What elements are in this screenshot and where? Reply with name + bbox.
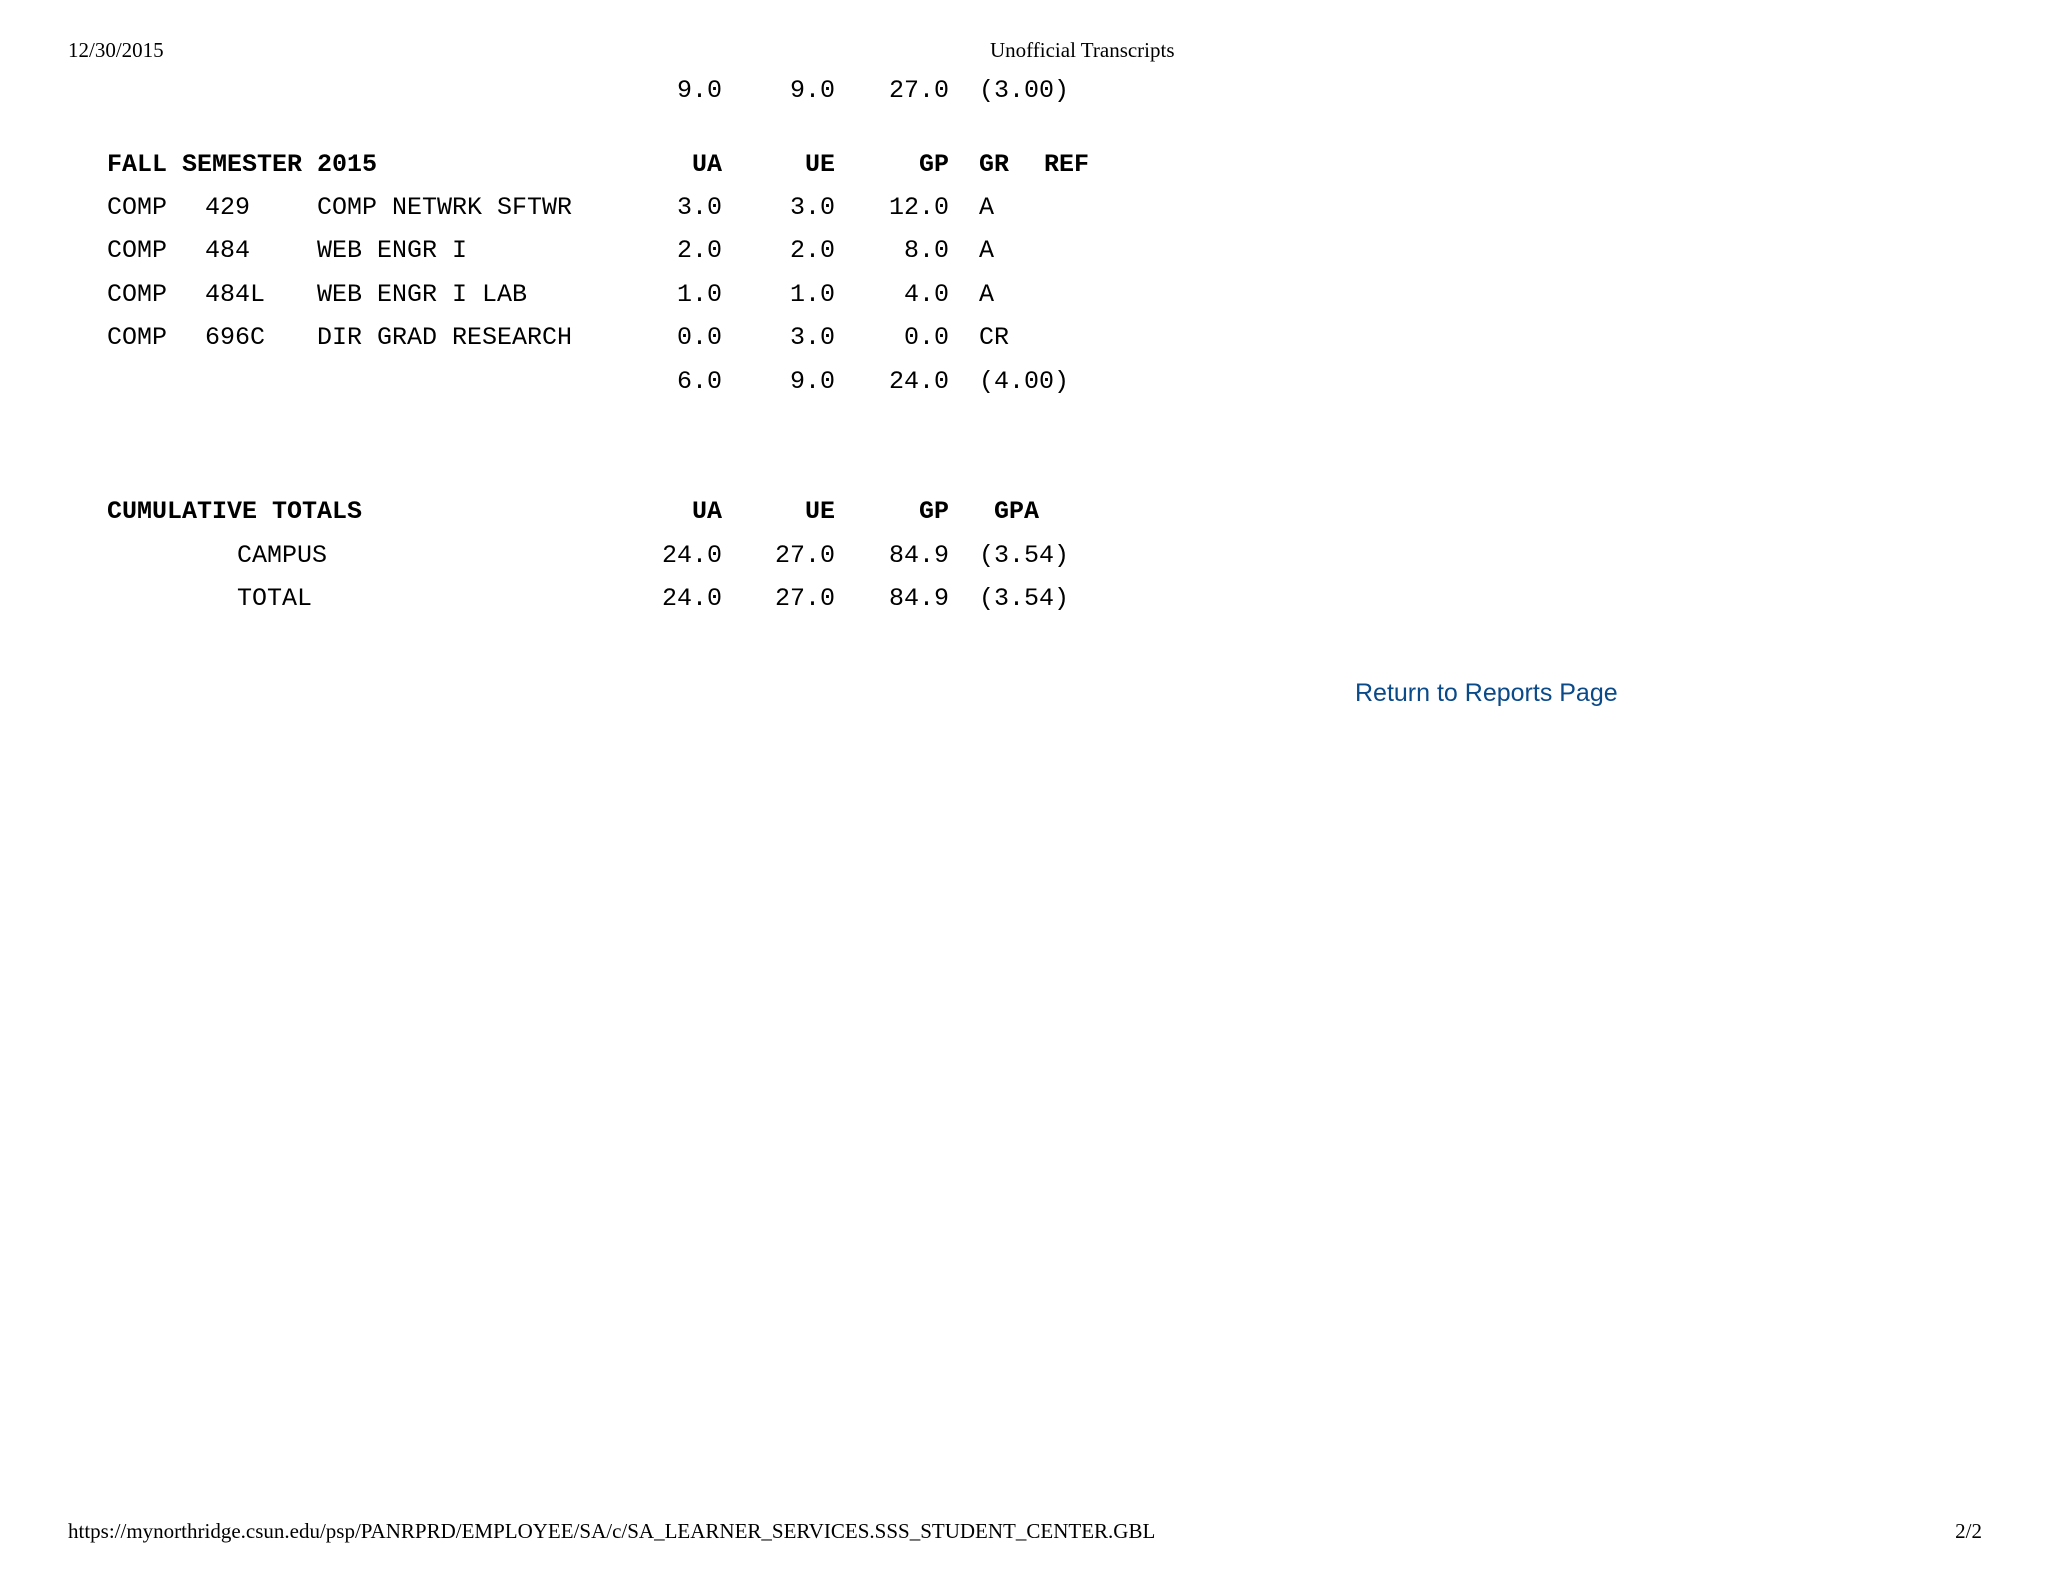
grade-points: 0.0: [903, 323, 949, 352]
semester-heading: FALL SEMESTER 2015: [107, 150, 378, 179]
units-attempted: 6.0: [676, 367, 722, 396]
course-number: 484: [205, 236, 251, 265]
units-attempted: 1.0: [676, 280, 722, 309]
grade: A: [979, 236, 995, 265]
units-earned: 2.0: [789, 236, 835, 265]
cumulative-heading: CUMULATIVE TOTALS: [107, 497, 363, 526]
column-header-gr: GR: [979, 150, 1010, 179]
page-title: Unofficial Transcripts: [990, 38, 1175, 62]
course-number: 429: [205, 193, 251, 222]
return-to-reports-link[interactable]: Return to Reports Page: [1355, 679, 1618, 707]
page-url: https://mynorthridge.csun.edu/psp/PANRPRD/EMPLOYEE/SA/c/SA_LEARNER_SERVICES.SSS_STUDENT_CENTER.GBL: [68, 1519, 1156, 1543]
cumulative-gpa: (3.54): [979, 584, 1070, 613]
units-attempted: 2.0: [676, 236, 722, 265]
course-number: 696C: [205, 323, 266, 352]
units-earned: 27.0: [774, 584, 835, 613]
grade: A: [979, 193, 995, 222]
column-header-gpa: GPA: [994, 497, 1040, 526]
column-header-ua: UA: [691, 497, 722, 526]
course-subject: COMP: [107, 323, 168, 352]
cumulative-label: CAMPUS: [237, 541, 328, 570]
column-header-ua: UA: [691, 150, 722, 179]
course-subject: COMP: [107, 280, 168, 309]
cumulative-gpa: (3.54): [979, 541, 1070, 570]
course-subject: COMP: [107, 193, 168, 222]
column-header-ref: REF: [1044, 150, 1090, 179]
column-header-gp: GP: [918, 150, 949, 179]
grade-points: 12.0: [888, 193, 949, 222]
units-earned: 9.0: [789, 367, 835, 396]
units-earned: 3.0: [789, 193, 835, 222]
column-header-ue: UE: [804, 150, 835, 179]
course-number: 484L: [205, 280, 266, 309]
course-title: WEB ENGR I LAB: [317, 280, 528, 309]
units-attempted: 0.0: [676, 323, 722, 352]
course-title: WEB ENGR I: [317, 236, 468, 265]
page-number: 2/2: [1955, 1519, 1982, 1543]
column-header-ue: UE: [804, 497, 835, 526]
grade-points: 8.0: [903, 236, 949, 265]
course-subject: COMP: [107, 236, 168, 265]
units-earned: 1.0: [789, 280, 835, 309]
units-attempted: 3.0: [676, 193, 722, 222]
units-earned: 9.0: [789, 76, 835, 105]
units-attempted: 24.0: [661, 584, 722, 613]
units-earned: 27.0: [774, 541, 835, 570]
grade: A: [979, 280, 995, 309]
units-earned: 3.0: [789, 323, 835, 352]
units-attempted: 24.0: [661, 541, 722, 570]
course-title: COMP NETWRK SFTWR: [317, 193, 573, 222]
grade: CR: [979, 323, 1010, 352]
course-title: DIR GRAD RESEARCH: [317, 323, 573, 352]
column-header-gp: GP: [918, 497, 949, 526]
term-gpa: (4.00): [979, 367, 1070, 396]
print-date: 12/30/2015: [68, 38, 164, 62]
grade-points: 84.9: [888, 541, 949, 570]
units-attempted: 9.0: [676, 76, 722, 105]
grade-points: 24.0: [888, 367, 949, 396]
term-gpa: (3.00): [979, 76, 1070, 105]
grade-points: 4.0: [903, 280, 949, 309]
grade-points: 27.0: [888, 76, 949, 105]
cumulative-label: TOTAL: [237, 584, 313, 613]
grade-points: 84.9: [888, 584, 949, 613]
